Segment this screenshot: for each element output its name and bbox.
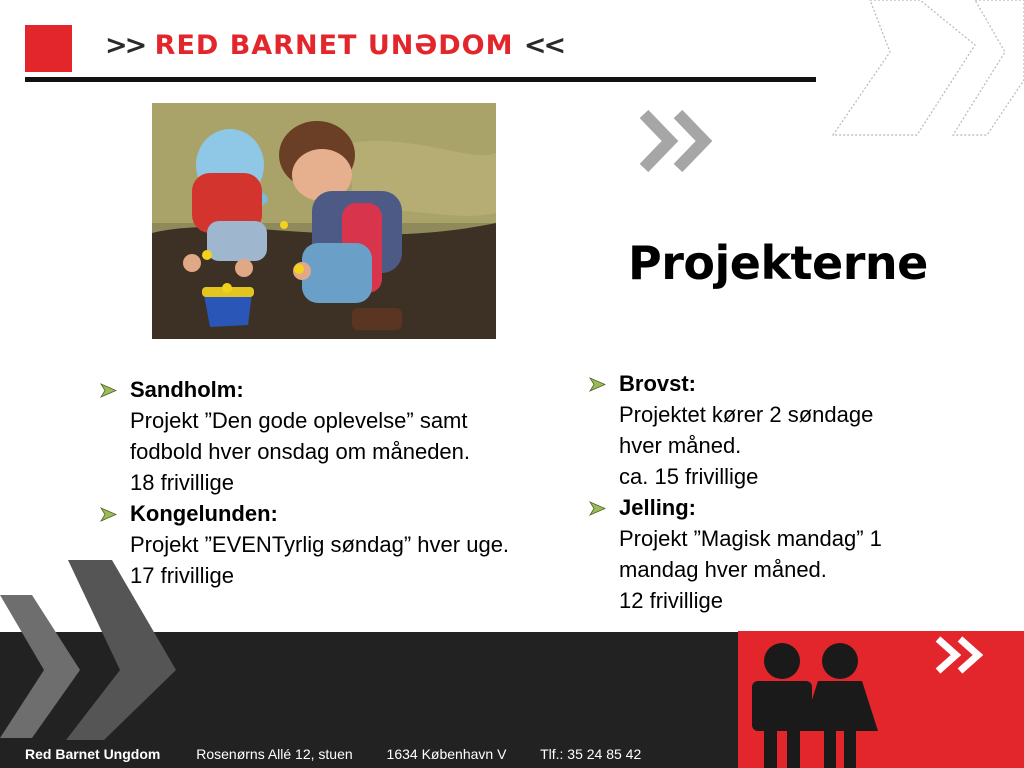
item-text: 12 frivillige bbox=[619, 588, 723, 613]
item-text: ca. 15 frivillige bbox=[619, 464, 759, 489]
item-heading: Kongelunden: bbox=[130, 501, 278, 526]
logo-prefix: >> bbox=[105, 30, 145, 61]
dotted-chevron-decoration bbox=[825, 0, 1024, 140]
list-item-jelling bbox=[589, 492, 882, 616]
logo-name: RED BARNET UNƏDOM bbox=[154, 30, 514, 61]
footer-city: 1634 København V bbox=[386, 746, 507, 762]
logo bbox=[105, 30, 563, 61]
item-text: mandag hver måned. bbox=[619, 557, 827, 582]
footer-address: Rosenørns Allé 12, stuen bbox=[196, 746, 353, 762]
item-text: 17 frivillige bbox=[130, 563, 234, 588]
logo-square bbox=[25, 25, 72, 72]
projects-left-list bbox=[100, 374, 509, 591]
item-text: Projekt ”Magisk mandag” 1 bbox=[619, 526, 882, 551]
children-figures-icon bbox=[738, 631, 1024, 768]
list-item-sandholm bbox=[100, 374, 509, 498]
item-text: Projektet kører 2 søndage bbox=[619, 402, 874, 427]
item-text: fodbold hver onsdag om måneden. bbox=[130, 439, 471, 464]
footer-phone: Tlf.: 35 24 85 42 bbox=[540, 746, 642, 762]
arrow-bullet-icon bbox=[100, 507, 117, 522]
arrow-bullet-icon bbox=[589, 501, 606, 516]
photo-children-planting bbox=[152, 103, 496, 339]
chevrons-icon bbox=[636, 108, 726, 174]
item-text: hver måned. bbox=[619, 433, 742, 458]
item-text: Projekt ”EVENTyrlig søndag” hver uge. bbox=[130, 532, 510, 557]
arrow-bullet-icon bbox=[100, 383, 117, 398]
footer-org: Red Barnet Ungdom bbox=[25, 746, 161, 762]
item-heading: Brovst: bbox=[619, 371, 697, 396]
item-heading: Jelling: bbox=[619, 495, 697, 520]
arrow-bullet-icon bbox=[589, 377, 606, 392]
item-text: Projekt ”Den gode oplevelse” samt bbox=[130, 408, 468, 433]
header-rule bbox=[25, 77, 816, 82]
list-item-brovst bbox=[589, 368, 882, 492]
page-title: Projekterne bbox=[628, 236, 928, 290]
logo-suffix: << bbox=[523, 30, 564, 61]
item-heading: Sandholm: bbox=[130, 377, 244, 402]
projects-right-list bbox=[589, 368, 882, 616]
chevrons-decoration-icon bbox=[0, 560, 190, 740]
item-text: 18 frivillige bbox=[130, 470, 234, 495]
footer-red-panel bbox=[738, 631, 1024, 768]
footer-contact-info bbox=[25, 746, 671, 762]
